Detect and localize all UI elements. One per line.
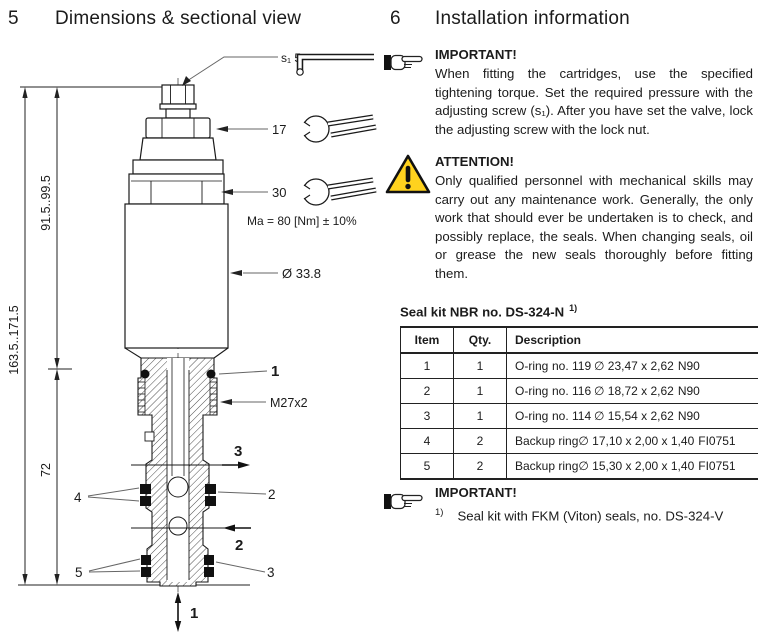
desc-size: ∅ 17,10 x 2,00 x 1,40 bbox=[578, 434, 695, 448]
section-5-title: Dimensions & sectional view bbox=[55, 8, 302, 29]
col-header-item: Item bbox=[401, 327, 454, 353]
cell-item: 5 bbox=[401, 454, 454, 480]
wrench-17-label: 17 bbox=[272, 122, 287, 137]
section-5-heading bbox=[8, 8, 301, 30]
desc-no: no. 116 bbox=[552, 384, 592, 398]
footnote-text: Seal kit with FKM (Viton) seals, no. DS-324-V bbox=[457, 508, 724, 524]
thread-label: M27x2 bbox=[270, 396, 308, 410]
seal-kit-title bbox=[400, 303, 577, 319]
cell-qty: 1 bbox=[454, 379, 507, 404]
section-6-title: Installation information bbox=[435, 8, 630, 29]
seal-callout-5: 5 bbox=[75, 565, 83, 580]
sectional-view-drawing bbox=[0, 40, 379, 640]
footnote-ref: 1) bbox=[435, 507, 444, 518]
cell-qty: 1 bbox=[454, 404, 507, 429]
manicule-icon bbox=[383, 48, 425, 80]
important-2-heading: IMPORTANT! bbox=[435, 485, 517, 500]
port-3-arrow bbox=[222, 443, 250, 469]
desc-grade: FI0751 bbox=[698, 459, 736, 473]
desc-grade: N90 bbox=[677, 409, 700, 423]
cell-description bbox=[507, 379, 758, 404]
cell-item: 4 bbox=[401, 429, 454, 454]
dimension-arrowheads bbox=[22, 87, 59, 585]
table-row bbox=[401, 353, 758, 379]
desc-grade: FI0751 bbox=[698, 434, 736, 448]
cell-qty: 2 bbox=[454, 429, 507, 454]
cell-item: 1 bbox=[401, 353, 454, 379]
wrench-30-label: 30 bbox=[272, 185, 287, 200]
seal-kit-title-text: Seal kit NBR no. DS-324-N bbox=[400, 304, 565, 320]
desc-size: ∅ 18,72 x 2,62 bbox=[594, 384, 674, 398]
adjust-screw-label: s₁ 5 bbox=[281, 51, 302, 65]
desc-name: O-ring bbox=[515, 384, 549, 398]
desc-size: ∅ 15,54 x 2,62 bbox=[594, 409, 674, 423]
desc-no: no. 114 bbox=[552, 409, 592, 423]
desc-size: ∅ 15,30 x 2,00 x 1,40 bbox=[578, 459, 695, 473]
section-5-number: 5 bbox=[8, 8, 19, 29]
cell-description bbox=[507, 353, 758, 379]
port-2-arrow bbox=[223, 525, 251, 555]
section-6-heading bbox=[390, 8, 630, 30]
table-row bbox=[401, 429, 758, 454]
col-header-qty: Qty. bbox=[454, 327, 507, 353]
diameter-label: Ø 33.8 bbox=[282, 266, 322, 281]
seal-callout-4: 4 bbox=[74, 490, 82, 505]
seal-callout-1: 1 bbox=[271, 363, 280, 380]
seal-kit-footnote bbox=[435, 507, 723, 523]
port-2-label: 2 bbox=[235, 537, 244, 554]
cell-description bbox=[507, 454, 758, 480]
wrench-icon-17 bbox=[294, 116, 376, 142]
cell-qty: 1 bbox=[454, 353, 507, 379]
cell-description bbox=[507, 404, 758, 429]
dim-lower-label: 72 bbox=[39, 463, 53, 477]
cell-item: 2 bbox=[401, 379, 454, 404]
torque-label: Ma = 80 [Nm] ± 10% bbox=[247, 214, 357, 228]
port-1-label: 1 bbox=[190, 605, 199, 622]
table-header-row bbox=[401, 327, 758, 353]
seal-callout-3: 3 bbox=[267, 565, 275, 580]
attention-body: Only qualified personnel with mechanical skills may carry out any maintenance work. Generally, the only work that should ever be undertaken is to check, and possibly replace, the seals. When changing seals, oil or grease the new seals thoroughly before fitting them. bbox=[435, 173, 753, 281]
desc-name: Backup ring bbox=[515, 459, 579, 473]
desc-size: ∅ 23,47 x 2,62 bbox=[594, 359, 674, 373]
dim-upper-label: 91.5..99.5 bbox=[39, 175, 53, 231]
seal-kit-table bbox=[400, 326, 758, 480]
dim-total-label: 163.5..171.5 bbox=[7, 305, 21, 375]
cell-description bbox=[507, 429, 758, 454]
seal-kit-footnote-ref: 1) bbox=[569, 303, 578, 313]
desc-name: O-ring bbox=[515, 409, 549, 423]
cell-item: 3 bbox=[401, 404, 454, 429]
valve-lower-section bbox=[125, 348, 228, 586]
important-1-body: When fitting the cartridges, use the specified tightening torque. Set the required pressure with the adjusting screw (s₁). After you have set the valve, lock the adjusting screw with the lock nut. bbox=[435, 66, 753, 137]
manicule-icon bbox=[383, 487, 425, 519]
warning-triangle-icon bbox=[385, 153, 431, 200]
valve-upper-body bbox=[125, 85, 228, 348]
wrench-icon-30 bbox=[294, 179, 376, 205]
attention-heading: ATTENTION! bbox=[435, 154, 514, 169]
cell-qty: 2 bbox=[454, 454, 507, 480]
port-3-label: 3 bbox=[234, 443, 243, 460]
table-row bbox=[401, 454, 758, 480]
desc-name: O-ring bbox=[515, 359, 549, 373]
table-row bbox=[401, 379, 758, 404]
desc-name: Backup ring bbox=[515, 434, 579, 448]
desc-grade: N90 bbox=[677, 384, 700, 398]
port-1-arrow bbox=[175, 592, 199, 632]
section-6-number: 6 bbox=[390, 8, 401, 29]
allen-key-icon bbox=[297, 57, 374, 75]
table-row bbox=[401, 404, 758, 429]
desc-grade: N90 bbox=[677, 359, 700, 373]
important-1-heading: IMPORTANT! bbox=[435, 47, 517, 62]
desc-no: no. 119 bbox=[552, 359, 592, 373]
col-header-description: Description bbox=[507, 327, 758, 353]
seal-callout-2: 2 bbox=[268, 487, 276, 502]
